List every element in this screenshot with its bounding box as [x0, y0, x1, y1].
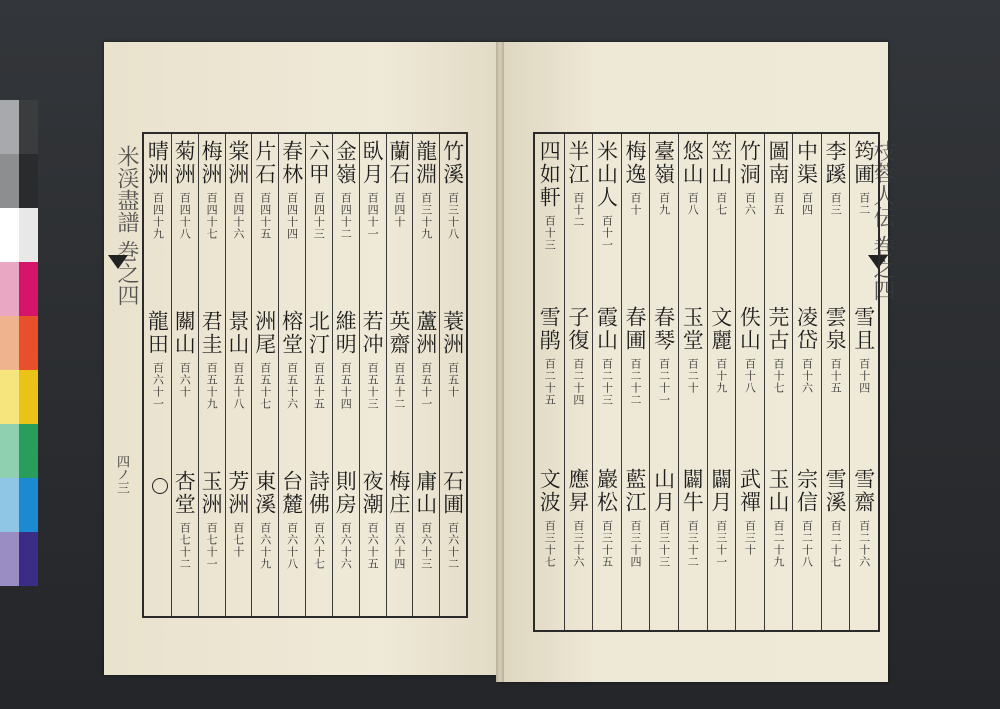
artist-name: 玉洲 [199, 470, 224, 516]
color-swatch [0, 532, 19, 586]
name-entry [225, 140, 252, 240]
entry-number: 百四 [800, 192, 814, 216]
artist-name: 闢月 [708, 468, 733, 514]
entry-number: 百十五 [829, 358, 843, 394]
entry-number: 百六十四 [392, 522, 406, 570]
artist-name: 春琴 [651, 306, 676, 352]
artist-name: 則房 [333, 470, 358, 516]
entry-number: 百五十六 [285, 362, 299, 410]
artist-name: 闢牛 [680, 468, 705, 514]
artist-name: 蓑洲 [440, 310, 465, 356]
entry-number: 百七 [714, 192, 728, 216]
artist-name: 中渠 [794, 140, 819, 186]
artist-name: 米山人 [594, 140, 619, 209]
name-entry [735, 468, 764, 556]
artist-name: 榕堂 [279, 310, 304, 356]
artist-name: 文麗 [708, 306, 733, 352]
artist-name: 巖松 [594, 468, 619, 514]
entry-number: 百四十 [392, 192, 406, 228]
name-entry [849, 140, 878, 216]
entry-number: 百四十三 [312, 192, 326, 240]
entry-number: 百六十六 [339, 522, 353, 570]
name-entry [649, 306, 678, 406]
entry-number: 百二十二 [629, 358, 643, 406]
name-entry [225, 310, 252, 410]
name-entry [535, 306, 564, 406]
color-swatch [19, 262, 38, 316]
name-entry [678, 140, 707, 216]
name-entry [564, 468, 593, 568]
entry-number: 百二十七 [829, 520, 843, 568]
entry-number: 百六十八 [285, 522, 299, 570]
artist-name: 英齋 [386, 310, 411, 356]
color-swatch [0, 478, 19, 532]
entry-number: 百二 [857, 192, 871, 216]
color-swatch [0, 262, 19, 316]
name-entry [707, 468, 736, 568]
artist-name: 臥月 [360, 140, 385, 186]
right-margin-title: 枝蓉人伝 巻之四 [870, 140, 895, 301]
artist-name: 李蹊 [823, 140, 848, 186]
artist-name: 龍淵 [413, 140, 438, 186]
name-entry [332, 470, 359, 570]
entry-number: 百二十三 [600, 358, 614, 406]
artist-name: 文波 [537, 468, 562, 514]
name-entry [707, 306, 736, 394]
color-swatch [19, 532, 38, 586]
name-entry [535, 468, 564, 568]
entry-number: 百二十六 [857, 520, 871, 568]
entry-number: 百七十二 [178, 522, 192, 570]
name-entry [849, 306, 878, 394]
entry-number: 百五十三 [366, 362, 380, 410]
color-calibration-strip [0, 100, 38, 586]
name-entry [678, 468, 707, 568]
name-entry [305, 140, 332, 240]
color-swatch [19, 316, 38, 370]
artist-name: 竹溪 [440, 140, 465, 186]
artist-name: 六甲 [306, 140, 331, 186]
name-entry [707, 140, 736, 216]
name-entry [386, 470, 413, 570]
name-entry [678, 306, 707, 394]
name-entry [144, 470, 171, 476]
artist-name: 關山 [172, 310, 197, 356]
artist-name: 芳洲 [225, 470, 250, 516]
name-entry [278, 140, 305, 240]
entry-number: 百六十五 [366, 522, 380, 570]
artist-name: 凌岱 [794, 306, 819, 352]
name-entry [359, 470, 386, 570]
entry-number: 百四十二 [339, 192, 353, 240]
book-gutter [496, 42, 504, 682]
entry-number: 百四十一 [366, 192, 380, 240]
name-entry [251, 470, 278, 570]
entry-number: 百十三 [543, 215, 557, 251]
artist-name: 梅庄 [386, 470, 411, 516]
artist-name: 應昇 [565, 468, 590, 514]
artist-name: 晴洲 [145, 140, 170, 186]
name-entry [735, 306, 764, 394]
artist-name: 杏堂 [172, 470, 197, 516]
artist-name: 春圃 [623, 306, 648, 352]
artist-name: 雪溪 [823, 468, 848, 514]
name-entry [649, 468, 678, 568]
artist-name: 芫古 [765, 306, 790, 352]
name-entry [332, 140, 359, 240]
entry-number: 百四十四 [285, 192, 299, 240]
artist-name: 佚山 [737, 306, 762, 352]
entry-number: 百四十九 [151, 192, 165, 240]
artist-name: 玉堂 [680, 306, 705, 352]
artist-name: 君圭 [199, 310, 224, 356]
entry-number: 百七十一 [205, 522, 219, 570]
color-swatch [0, 100, 19, 154]
entry-number: 百二十九 [771, 520, 785, 568]
entry-number: 百五十七 [258, 362, 272, 410]
entry-number: 百五 [771, 192, 785, 216]
entry-number: 百五十五 [312, 362, 326, 410]
entry-number: 百三十五 [600, 520, 614, 568]
artist-name: 武禪 [737, 468, 762, 514]
artist-name: 宗信 [794, 468, 819, 514]
name-entry [592, 140, 621, 251]
entry-number: 百二十一 [657, 358, 671, 406]
artist-name: 棠洲 [225, 140, 250, 186]
name-entry [251, 140, 278, 240]
artist-name: 台麓 [279, 470, 304, 516]
name-entry [278, 310, 305, 410]
entry-number: 百二十四 [571, 358, 585, 406]
entry-number: 百六十一 [151, 362, 165, 410]
artist-name: 筠圃 [851, 140, 876, 186]
artist-name: 金嶺 [333, 140, 358, 186]
color-swatch [0, 370, 19, 424]
entry-number: 百五十四 [339, 362, 353, 410]
right-name-table [533, 132, 880, 632]
entry-number: 百五十八 [231, 362, 245, 410]
entry-number: 百三十一 [714, 520, 728, 568]
artist-name: 雪鹃 [537, 306, 562, 352]
artist-name: 蘆洲 [413, 310, 438, 356]
name-entry [412, 470, 439, 570]
color-swatch [19, 100, 38, 154]
artist-name: 北汀 [306, 310, 331, 356]
color-swatch [0, 316, 19, 370]
entry-number: 百四十六 [231, 192, 245, 240]
name-entry [439, 470, 466, 570]
artist-name: 雲泉 [823, 306, 848, 352]
entry-number: 百八 [686, 192, 700, 216]
artist-name: 圖南 [765, 140, 790, 186]
entry-number: 百三十七 [543, 520, 557, 568]
entry-number: 百二十 [686, 358, 700, 394]
artist-name: 詩佛 [306, 470, 331, 516]
name-entry [412, 310, 439, 410]
name-entry [171, 310, 198, 398]
artist-name: 石圃 [440, 470, 465, 516]
artist-name: 笠山 [708, 140, 733, 186]
entry-number: 百六十三 [419, 522, 433, 570]
artist-name: 梅洲 [199, 140, 224, 186]
entry-number: 百五十二 [392, 362, 406, 410]
artist-name: 雪且 [851, 306, 876, 352]
name-entry [359, 310, 386, 410]
entry-number: 百十四 [857, 358, 871, 394]
left-folio-number: 四ノ三 [114, 455, 129, 494]
left-margin-title: 米渓盡譜 巻之四 [114, 145, 139, 306]
name-entry [359, 140, 386, 240]
artist-name: 四如軒 [537, 140, 562, 209]
artist-name: 半江 [565, 140, 590, 186]
entry-number: 百六 [743, 192, 757, 216]
entry-number: 百九 [657, 192, 671, 216]
name-entry [564, 306, 593, 406]
artist-name: 若冲 [360, 310, 385, 356]
name-entry [386, 140, 413, 228]
artist-name: 子復 [565, 306, 590, 352]
artist-name: 片石 [252, 140, 277, 186]
entry-number: 百二十八 [800, 520, 814, 568]
name-entry [144, 310, 171, 410]
name-entry [144, 140, 171, 240]
artist-name: 龍田 [145, 310, 170, 356]
left-name-table [142, 132, 468, 618]
name-entry [198, 470, 225, 570]
name-entry [535, 140, 564, 251]
entry-number: 百五十 [446, 362, 460, 398]
name-entry [792, 140, 821, 216]
entry-number: 百三十六 [571, 520, 585, 568]
artist-name: 菊洲 [172, 140, 197, 186]
name-entry [821, 468, 850, 568]
name-entry [764, 306, 793, 394]
entry-number: 百三十二 [686, 520, 700, 568]
artist-name: 雪齋 [851, 468, 876, 514]
entry-number: 百十 [629, 192, 643, 216]
color-swatch [19, 424, 38, 478]
artist-name: 維明 [333, 310, 358, 356]
name-entry [332, 310, 359, 410]
name-entry [225, 470, 252, 558]
name-entry [198, 310, 225, 410]
name-entry [792, 306, 821, 394]
artist-name: 悠山 [680, 140, 705, 186]
name-entry [649, 140, 678, 216]
color-swatch [0, 208, 19, 262]
artist-name: 蘭石 [386, 140, 411, 186]
entry-number: 百五十一 [419, 362, 433, 410]
name-entry [735, 140, 764, 216]
entry-number: 百六十二 [446, 522, 460, 570]
entry-number: 百十一 [600, 215, 614, 251]
entry-number: 百六十七 [312, 522, 326, 570]
color-swatch [19, 208, 38, 262]
entry-number: 百五十九 [205, 362, 219, 410]
name-entry [592, 306, 621, 406]
entry-number: 百十二 [571, 192, 585, 228]
name-entry [849, 468, 878, 568]
name-entry [171, 470, 198, 570]
entry-number: 百四十八 [178, 192, 192, 240]
name-entry [278, 470, 305, 570]
name-entry [305, 470, 332, 570]
name-entry [386, 310, 413, 410]
color-swatch [19, 370, 38, 424]
entry-number: 百二十五 [543, 358, 557, 406]
name-entry [621, 140, 650, 216]
left-fold-mark-icon [108, 255, 128, 269]
color-swatch [19, 478, 38, 532]
artist-name: 霞山 [594, 306, 619, 352]
entry-number: 百四十五 [258, 192, 272, 240]
entry-number: 百六十 [178, 362, 192, 398]
color-swatch [0, 154, 19, 208]
name-entry [821, 140, 850, 216]
artist-name: 洲尾 [252, 310, 277, 356]
entry-number: 百十七 [771, 358, 785, 394]
entry-number: 百三 [829, 192, 843, 216]
artist-name: 梅逸 [623, 140, 648, 186]
circle-mark-icon [152, 478, 168, 494]
entry-number: 百七十 [231, 522, 245, 558]
name-entry [621, 306, 650, 406]
artist-name: 玉山 [765, 468, 790, 514]
entry-number: 百三十四 [629, 520, 643, 568]
entry-number: 百三十九 [419, 192, 433, 240]
artist-name: 景山 [225, 310, 250, 356]
entry-number: 百十八 [743, 358, 757, 394]
entry-number: 百三十 [743, 520, 757, 556]
entry-number: 百四十七 [205, 192, 219, 240]
name-entry [412, 140, 439, 240]
name-entry [764, 468, 793, 568]
artist-name: 山月 [651, 468, 676, 514]
artist-name: 庸山 [413, 470, 438, 516]
name-entry [439, 140, 466, 240]
color-swatch [19, 154, 38, 208]
artist-name: 臺嶺 [651, 140, 676, 186]
name-entry [439, 310, 466, 398]
entry-number: 百六十九 [258, 522, 272, 570]
name-entry [198, 140, 225, 240]
name-entry [305, 310, 332, 410]
artist-name: 東溪 [252, 470, 277, 516]
artist-name: 藍江 [623, 468, 648, 514]
color-swatch [0, 424, 19, 478]
name-entry [251, 310, 278, 410]
name-entry [792, 468, 821, 568]
name-entry [592, 468, 621, 568]
artist-name: 竹洞 [737, 140, 762, 186]
name-entry [821, 306, 850, 394]
entry-number: 百三十三 [657, 520, 671, 568]
name-entry [564, 140, 593, 228]
artist-name: 夜潮 [360, 470, 385, 516]
entry-number: 百三十八 [446, 192, 460, 240]
name-entry [764, 140, 793, 216]
entry-number: 百十六 [800, 358, 814, 394]
name-entry [171, 140, 198, 240]
name-entry [621, 468, 650, 568]
artist-name: 春林 [279, 140, 304, 186]
entry-number: 百十九 [714, 358, 728, 394]
